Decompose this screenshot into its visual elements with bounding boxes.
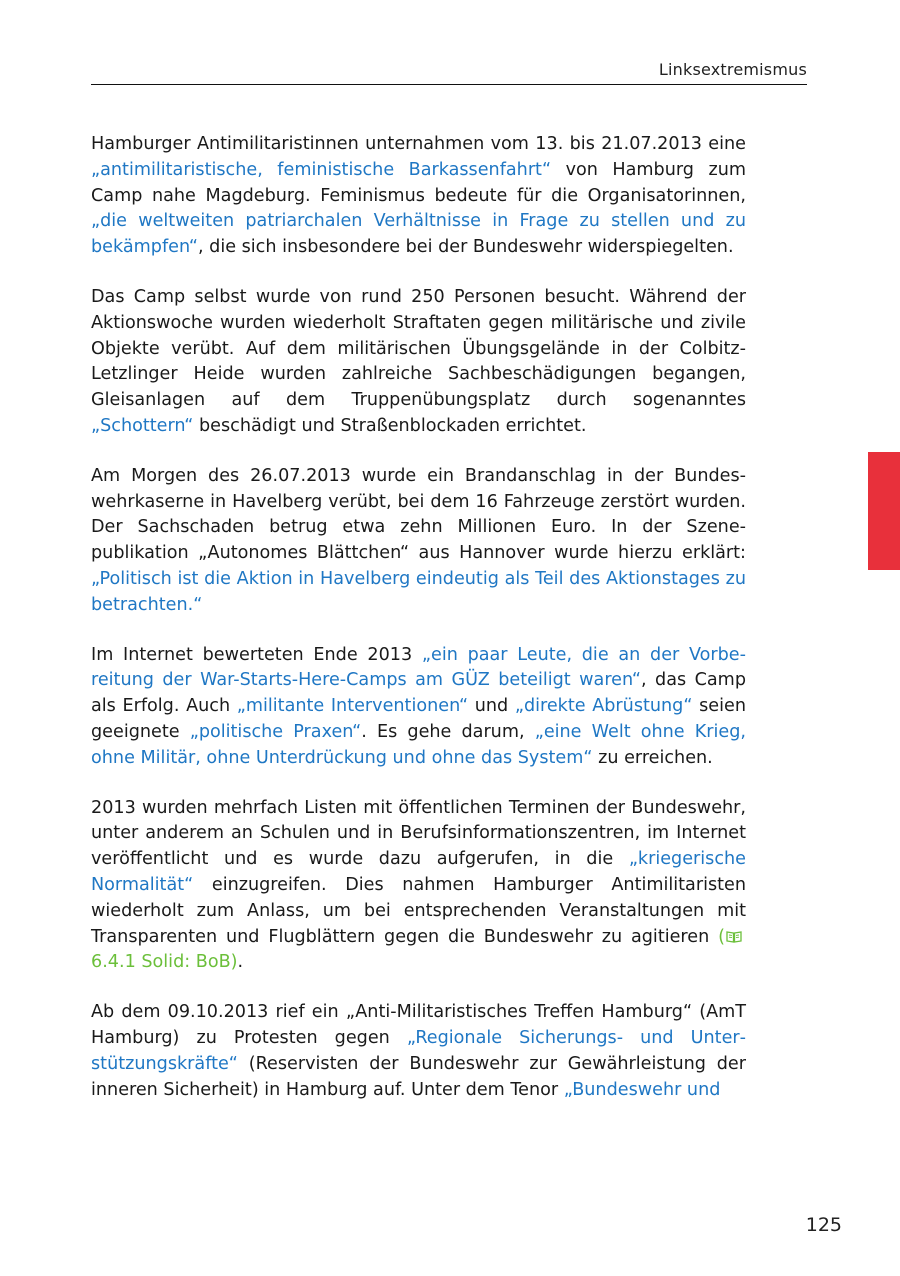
quote: „politische Praxen“ bbox=[189, 721, 362, 742]
text: , die sich insbesondere bei der Bundeswehr widerspiegelten. bbox=[197, 237, 734, 258]
ref-open: ( bbox=[718, 926, 725, 947]
paragraph-2 bbox=[91, 285, 746, 440]
page-number: 125 bbox=[805, 1214, 842, 1236]
paragraph-3 bbox=[91, 464, 746, 619]
text: (Reservisten der Bundeswehr zur Gewährleistung der inneren Sicherheit) in Hamburg auf. Unter dem Tenor bbox=[91, 1053, 746, 1100]
text: Hamburger Antimilitaristinnen unternahmen vom 13. bis 21.07.2013 eine bbox=[91, 134, 746, 154]
paragraph-6 bbox=[91, 1000, 746, 1103]
quote: „eine Welt ohne Krieg, ohne Militär, ohne Unterdrückung und ohne das System“ bbox=[91, 721, 747, 768]
text: , das Camp als Erfolg. Auch bbox=[91, 670, 746, 717]
text: Das Camp selbst wurde von rund 250 Personen besucht. Während der Aktionswoche wurden wiederholt Straftaten gegen militärische und zivile Objekte verübt. Auf dem militärischen Übungsgelände in der Colbitz-Letzlinger Heide wurden zahlreiche Sachbeschädigungen begangen, Gleisanlagen auf dem Truppenübungsplatz durch sogenanntes bbox=[91, 286, 746, 411]
chapter-thumb-tab bbox=[868, 452, 900, 570]
text: von Hamburg zum Camp nahe Magdeburg. Feminismus bedeute für die Organisatorinnen, bbox=[91, 159, 746, 206]
quote: „kriegerische Normalität“ bbox=[91, 849, 746, 895]
text: zu erreichen. bbox=[592, 747, 713, 768]
text: . Es gehe darum, bbox=[361, 721, 535, 742]
text: beschädigt und Straßenblockaden errichtet. bbox=[193, 415, 587, 436]
text: und bbox=[468, 696, 515, 717]
text: Im Internet bewerteten Ende 2013 bbox=[91, 644, 422, 665]
main-text bbox=[91, 132, 746, 1127]
quote: „Bundeswehr und bbox=[563, 1079, 721, 1100]
quote: „die weltweiten patriarchalen Verhältnisse in Frage zu stellen und zu bekämpfen“ bbox=[91, 211, 746, 258]
quote: „antimilitaristische, feministische Barkassenfahrt“ bbox=[91, 159, 552, 180]
ref-text: 6.4.1 Solid: BoB) bbox=[91, 952, 238, 973]
text: einzugreifen. Dies nahmen Hamburger Antimilitaristen wiederholt zum Anlass, um bei entsprechenden Veranstaltungen mit Transparenten und Flugblättern gegen die Bundeswehr zu agitieren bbox=[91, 874, 746, 947]
text: Am Morgen des 26.07.2013 wurde ein Brandanschlag in der Bundeswehrkaserne in Havelberg verübt, bei dem 16 Fahrzeuge zerstört wurden. Der Sachschaden betrug etwa zehn Millionen Euro. In der Szenepublikation „Autonomes Blättchen“ aus Hannover wurde hierzu erklärt: bbox=[91, 465, 746, 564]
quote: „Regionale Sicherungs- und Unterstützungskräfte“ bbox=[91, 1027, 746, 1074]
quote: „direkte Abrüstung“ bbox=[514, 696, 693, 717]
book-icon bbox=[726, 930, 742, 943]
running-header: Linksextremismus bbox=[658, 60, 807, 79]
text: seien geeignete bbox=[91, 696, 746, 742]
header-rule bbox=[91, 84, 807, 85]
text: Ab dem 09.10.2013 rief ein „Anti-Militaristisches Treffen Hamburg“ (AmT Hamburg) zu Protesten gegen bbox=[91, 1002, 746, 1048]
quote: „Politisch ist die Aktion in Havelberg eindeutig als Teil des Aktionstages zu betrachten.“ bbox=[91, 568, 746, 615]
text: . bbox=[237, 952, 244, 973]
text: 2013 wurden mehrfach Listen mit öffentlichen Terminen der Bundeswehr, unter anderem an Schulen und in Berufsinformationszentren, im Internet veröffentlicht und es wurde dazu aufgerufen, in die bbox=[91, 797, 746, 870]
quote: „militante Interventionen“ bbox=[236, 696, 469, 717]
quote: „ein paar Leute, die an der Vorbereitung der War-Starts-Here-Camps am GÜZ beteiligt waren“ bbox=[91, 644, 746, 691]
paragraph-4 bbox=[91, 643, 746, 772]
quote: „Schottern“ bbox=[91, 415, 194, 436]
paragraph-5 bbox=[91, 796, 746, 977]
paragraph-1 bbox=[91, 132, 746, 261]
